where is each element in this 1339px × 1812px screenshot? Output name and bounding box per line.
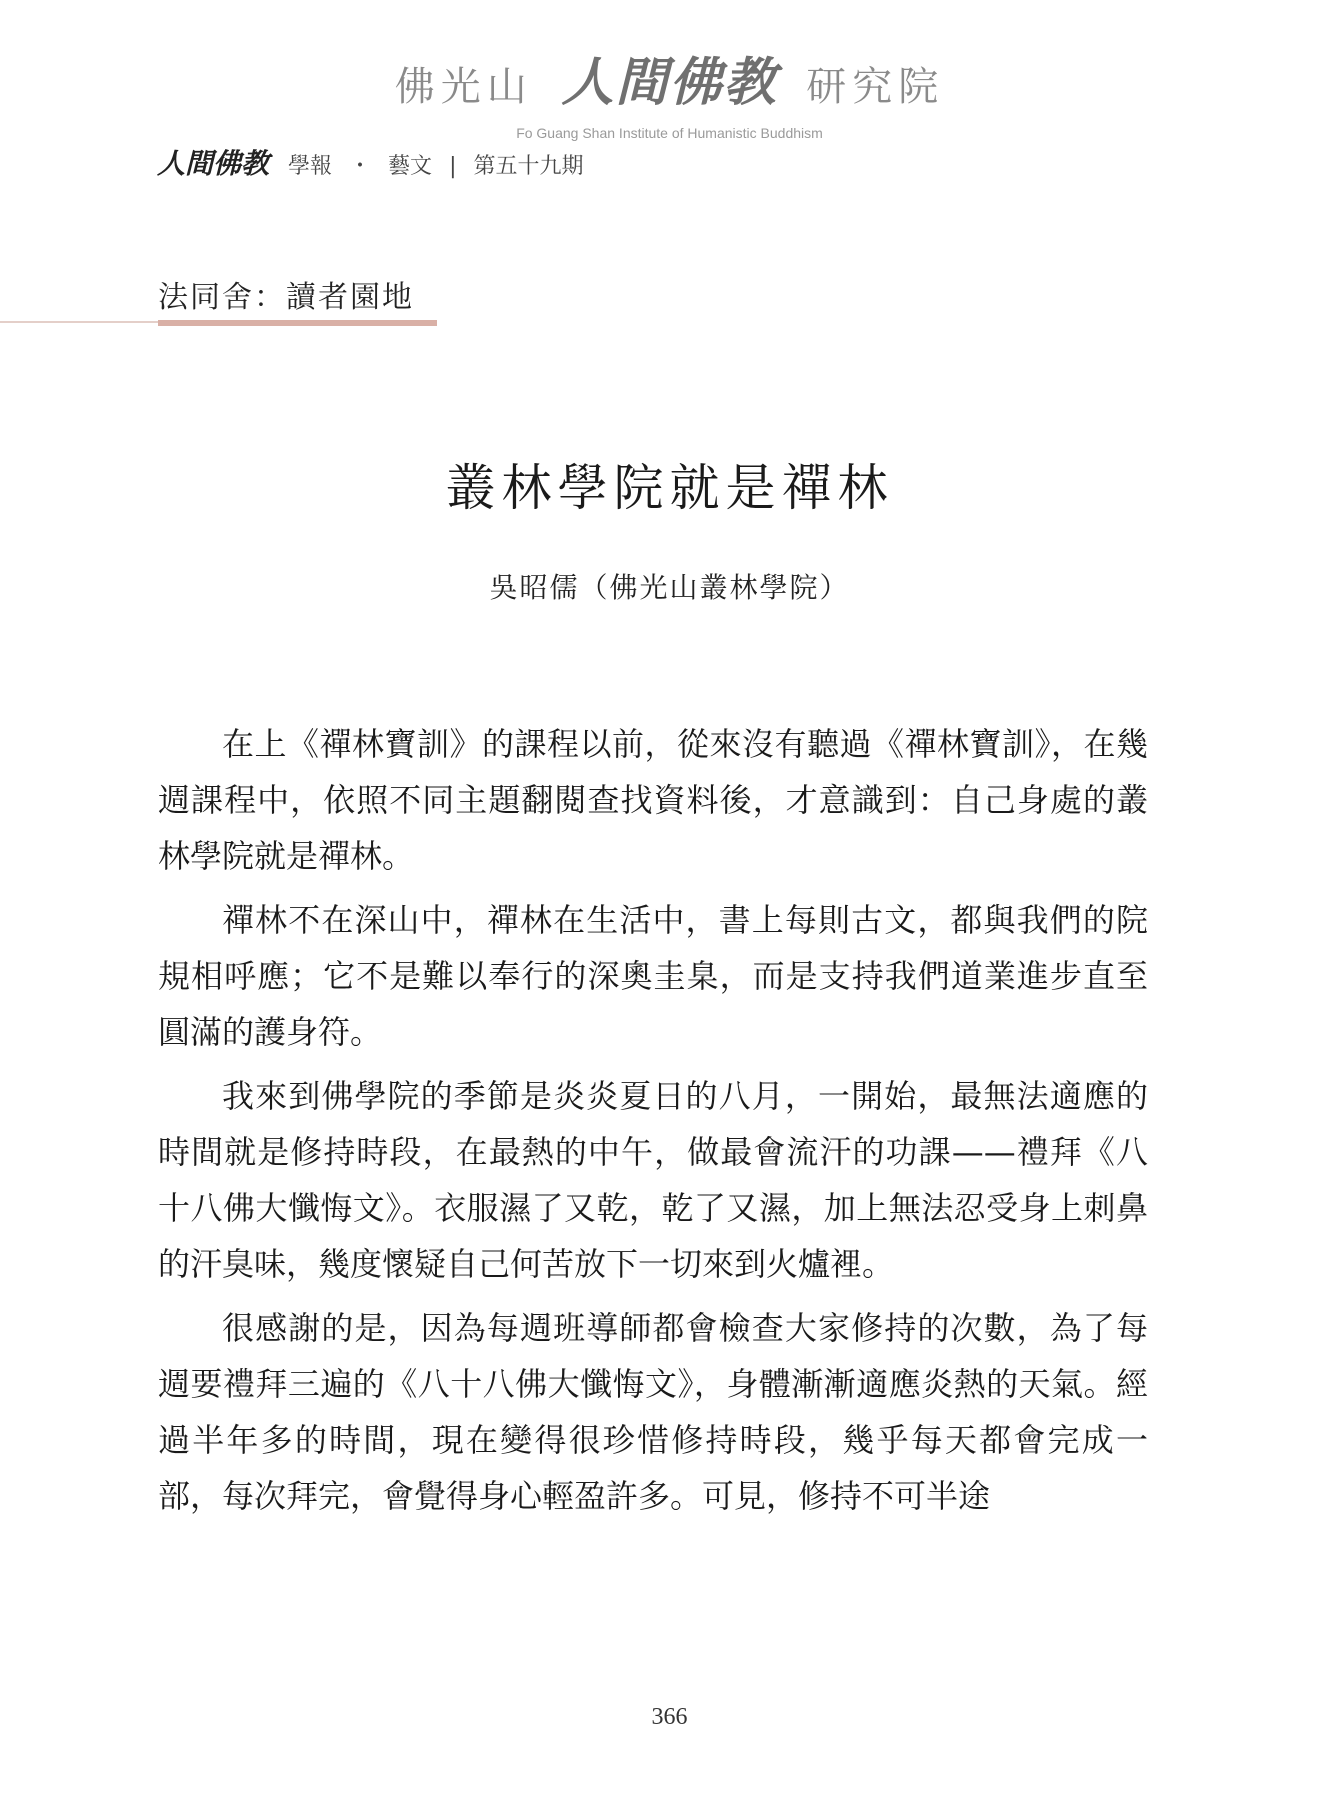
journal-brand-logo: 人間佛教	[157, 147, 270, 180]
article-title: 叢林學院就是禪林	[445, 459, 894, 517]
article-body	[158, 716, 1148, 1532]
article-author: 吳昭儒（佛光山叢林學院）	[489, 571, 850, 604]
paragraph: 我來到佛學院的季節是炎炎夏日的八月，一開始，最無法適應的時間就是修持時段，在最熱的中午，做最會流汗的功課——禮拜《八十八佛大懺悔文》。衣服濕了又乾，乾了又濕，加上無法忍受身上刺鼻的汗臭味，幾度懷疑自己何苦放下一切來到火爐裡。	[158, 1077, 1148, 1283]
institute-suffix: 研究院	[806, 64, 945, 110]
journal-running-head	[157, 142, 584, 182]
journal-name: 學報	[288, 154, 333, 179]
section-label: 法同舍：讀者園地	[158, 280, 414, 315]
section-underline	[158, 320, 437, 326]
paragraph: 禪林不在深山中，禪林在生活中，書上每則古文，都與我們的院規相呼應；它不是難以奉行的深奧圭臬，而是支持我們道業進步直至圓滿的護身符。	[158, 901, 1148, 1051]
journal-issue: 第五十九期	[473, 154, 584, 179]
institute-english-name: Fo Guang Shan Institute of Humanistic Buddhism	[516, 125, 823, 141]
institute-header	[0, 40, 1339, 141]
institute-prefix: 佛光山	[394, 64, 533, 110]
paragraph: 在上《禪林寶訓》的課程以前，從來沒有聽過《禪林寶訓》，在幾週課程中，依照不同主題翻閱查找資料後，才意識到：自己身處的叢林學院就是禪林。	[158, 725, 1148, 875]
journal-divider: |	[449, 154, 457, 179]
page-number: 366	[651, 1704, 688, 1730]
paragraph: 很感謝的是，因為每週班導師都會檢查大家修持的次數，為了每週要禮拜三遍的《八十八佛大懺悔文》，身體漸漸適應炎熱的天氣。經過半年多的時間，現在變得很珍惜修持時段，幾乎每天都會完成一部，每次拜完，會覺得身心輕盈許多。可見，修持不可半途	[158, 1309, 1148, 1515]
journal-dot: ・	[349, 154, 372, 179]
institute-brand-logo: 人間佛教	[561, 52, 778, 113]
journal-category: 藝文	[388, 154, 433, 179]
institute-name	[0, 40, 1339, 115]
